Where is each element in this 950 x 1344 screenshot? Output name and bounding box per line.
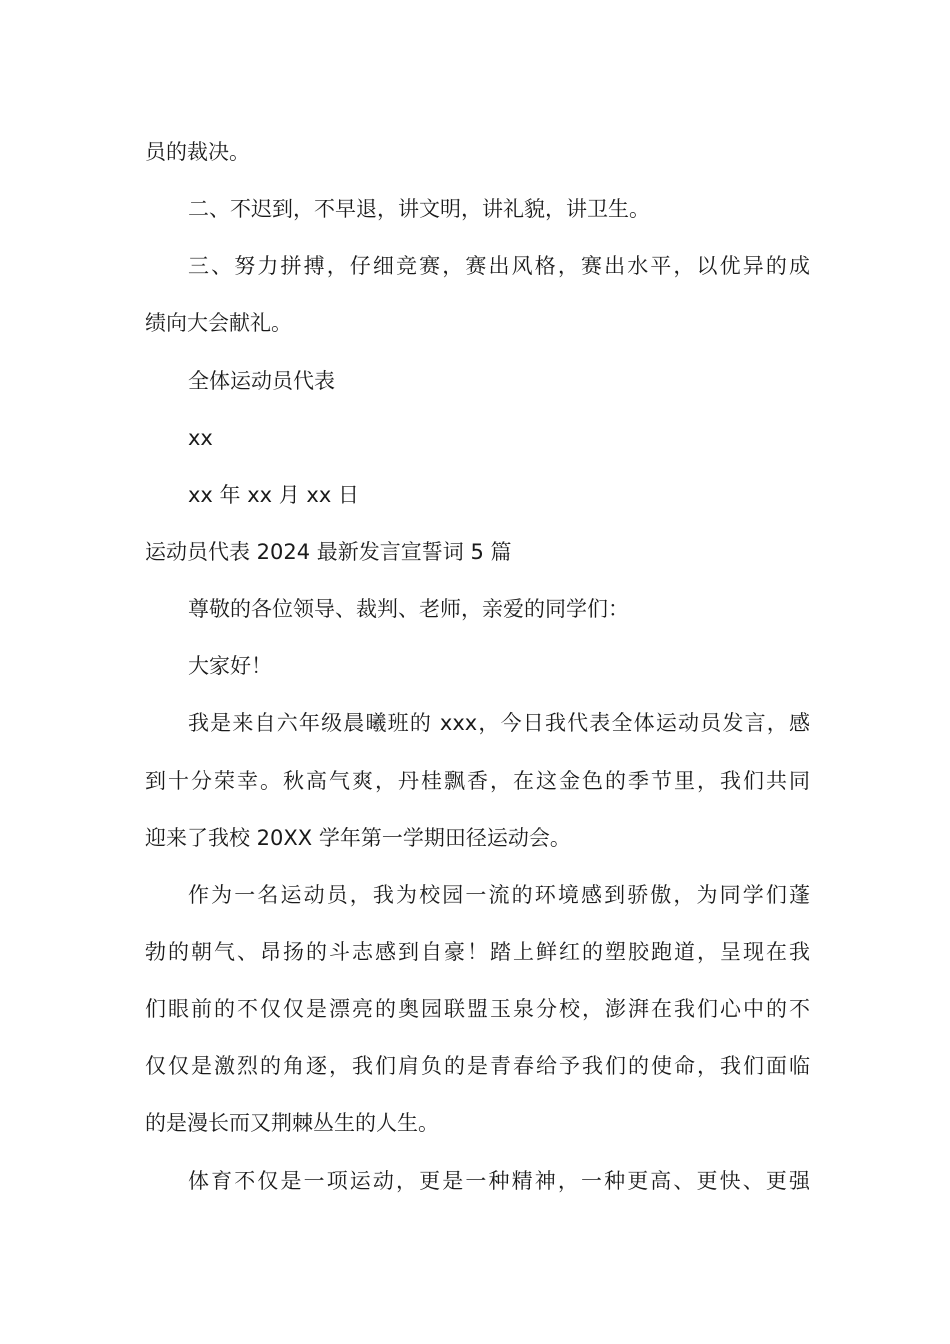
greeting: 大家好！ xyxy=(188,654,272,678)
paragraph-line: 我是来自六年级晨曦班的 xxx，今日我代表全体运动员发言，感 xyxy=(188,711,810,735)
paragraph-line: 迎来了我校 20XX 学年第一学期田径运动会。 xyxy=(145,826,571,850)
paragraph-line: 勃的朝气、昂扬的斗志感到自豪！踏上鲜红的塑胶跑道，呈现在我 xyxy=(145,940,810,964)
paragraph-line: 体育不仅是一项运动，更是一种精神，一种更高、更快、更强 xyxy=(188,1169,810,1193)
signature-label: 全体运动员代表 xyxy=(188,369,335,393)
section-title: 运动员代表 2024 最新发言宣誓词 5 篇 xyxy=(145,540,512,564)
signature-date: xx 年 xx 月 xx 日 xyxy=(188,483,359,507)
signature-name: xx xyxy=(188,426,213,450)
paragraph-line: 员的裁决。 xyxy=(145,140,250,164)
paragraph-line: 三、努力拼搏，仔细竞赛，赛出风格，赛出水平，以优异的成 xyxy=(188,254,810,278)
paragraph-line: 绩向大会献礼。 xyxy=(145,311,292,335)
paragraph-line: 二、不迟到，不早退，讲文明，讲礼貌，讲卫生。 xyxy=(188,197,650,221)
paragraph-line: 仅仅是激烈的角逐，我们肩负的是青春给予我们的使命，我们面临 xyxy=(145,1054,810,1078)
paragraph-line: 作为一名运动员，我为校园一流的环境感到骄傲，为同学们蓬 xyxy=(188,883,810,907)
paragraph-line: 们眼前的不仅仅是漂亮的奥园联盟玉泉分校，澎湃在我们心中的不 xyxy=(145,997,810,1021)
paragraph-line: 到十分荣幸。秋高气爽，丹桂飘香，在这金色的季节里，我们共同 xyxy=(145,769,810,793)
salutation: 尊敬的各位领导、裁判、老师，亲爱的同学们： xyxy=(188,597,629,621)
paragraph-line: 的是漫长而又荆棘丛生的人生。 xyxy=(145,1111,439,1135)
